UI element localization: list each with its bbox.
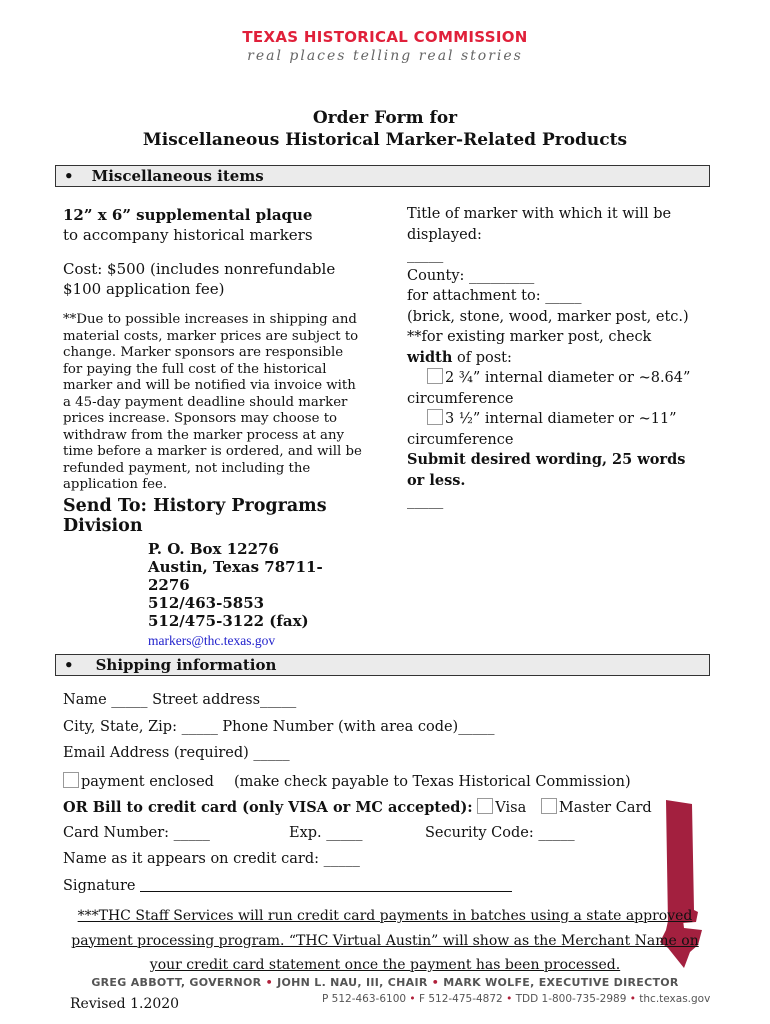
section-shipping	[55, 654, 710, 676]
signature-label: Signature	[63, 877, 136, 894]
payment-enclosed-checkbox[interactable]	[63, 772, 79, 788]
county-field[interactable]: County: _________	[407, 267, 535, 284]
revision-label: Revised 1.2020	[70, 996, 180, 1012]
credit-card-note	[0, 904, 770, 978]
product-cost: Cost: $500 (includes nonrefundable $100 application fee)	[63, 260, 336, 298]
width-label: width	[407, 348, 453, 366]
fax: 512/475-3122 (fax)	[148, 611, 309, 630]
wording-field[interactable]: _____	[407, 493, 444, 509]
price-notice: **Due to possible increases in shipping and material costs, marker prices are subject to change. Marker sponsors are responsible for paying the full cost of the historical marker and will be notified via invoice with a 45-day payment deadline should marker prices increase. Sponsors may choose to withdraw from the marker process at any time before a marker is ordered, and will be refunded payment, not including the application fee.	[63, 312, 362, 492]
send-to-heading: Send To: History Programs Division	[63, 495, 327, 536]
phone: 512/463-5853	[148, 593, 265, 612]
section-heading: Miscellaneous items	[91, 167, 264, 185]
website[interactable]: thc.texas.gov	[639, 993, 711, 1005]
executive-director: MARK WOLFE, EXECUTIVE DIRECTOR	[443, 976, 679, 989]
title-line2: Miscellaneous Historical Marker-Related Products	[142, 130, 628, 150]
name-address-fields[interactable]: Name _____ Street address_____	[63, 692, 297, 708]
note-line: your credit card statement once the payment has been processed.	[149, 957, 621, 973]
bullet: •	[64, 167, 74, 185]
footer-contacts	[322, 993, 710, 1005]
section-heading: Shipping information	[95, 656, 277, 674]
address-line: P. O. Box 12276	[148, 539, 279, 558]
visa-label: Visa	[495, 800, 527, 816]
title-line1: Order Form for	[312, 108, 458, 128]
product-name: 12” x 6” supplemental plaque	[63, 206, 313, 224]
width-rest: of post:	[452, 349, 512, 366]
section-misc-items	[55, 165, 710, 187]
mastercard-label: Master Card	[558, 800, 652, 816]
card-number-field[interactable]: Card Number: _____	[63, 824, 210, 841]
existing-post-note: **for existing marker post, check	[407, 329, 652, 345]
footer-officials	[0, 976, 770, 989]
option1-label: 2 ¾” internal diameter or ~8.64” circumference	[407, 370, 691, 407]
fax: F 512-475-4872	[418, 993, 503, 1005]
email-link[interactable]: markers@thc.texas.gov	[148, 632, 276, 648]
org-logo: TEXAS HISTORICAL COMMISSION	[242, 28, 528, 46]
bullet: •	[64, 656, 74, 674]
signature-line[interactable]	[140, 891, 512, 892]
check-note: (make check payable to Texas Historical Commission)	[233, 773, 631, 790]
mastercard-checkbox[interactable]	[541, 798, 557, 814]
option1-checkbox[interactable]	[427, 368, 443, 384]
marker-title-field[interactable]: _____	[407, 247, 444, 263]
tdd: TDD 1-800-735-2989	[515, 993, 627, 1005]
materials-hint: (brick, stone, wood, marker post, etc.)	[407, 308, 689, 325]
page-title	[0, 107, 770, 151]
note-line: payment processing program. “THC Virtual Austin” will show as the Merchant Name on	[71, 932, 699, 949]
separator: •	[431, 976, 440, 989]
mailing-address	[148, 540, 363, 650]
visa-checkbox[interactable]	[477, 798, 493, 814]
attachment-field[interactable]: for attachment to: _____	[407, 288, 582, 304]
marker-title-label: Title of marker with which it will be displayed:	[407, 206, 672, 243]
chair: JOHN L. NAU, III, CHAIR	[277, 976, 428, 989]
name-on-card-field[interactable]: Name as it appears on credit card: _____	[63, 851, 360, 867]
address-line: 2276	[148, 575, 190, 594]
separator: •	[629, 993, 636, 1005]
security-code-field[interactable]: Security Code: _____	[425, 824, 575, 841]
org-tagline: real places telling real stories	[247, 48, 523, 64]
note-line: ***THC Staff Services will run credit card payments in batches using a state approved	[77, 908, 693, 924]
bill-card-label: OR Bill to credit card (only VISA or MC accepted):	[63, 799, 473, 816]
email-field[interactable]: Email Address (required) _____	[63, 745, 290, 761]
city-phone-fields[interactable]: City, State, Zip: _____ Phone Number (with area code)_____	[63, 718, 495, 735]
payment-enclosed-label: payment enclosed	[81, 773, 214, 790]
separator: •	[506, 993, 513, 1005]
separator: •	[409, 993, 416, 1005]
product-subtitle: to accompany historical markers	[63, 226, 313, 244]
separator: •	[265, 976, 273, 989]
option2-label: 3 ½” internal diameter or ~11” circumference	[407, 411, 677, 448]
exp-field[interactable]: Exp. _____	[289, 824, 363, 841]
governor: GREG ABBOTT, GOVERNOR	[91, 976, 262, 989]
address-line: Austin, Texas 78711-	[148, 557, 323, 576]
wording-instruction: Submit desired wording, 25 words or less.	[407, 451, 686, 489]
option2-checkbox[interactable]	[427, 409, 443, 425]
phone: P 512-463-6100	[322, 993, 407, 1005]
